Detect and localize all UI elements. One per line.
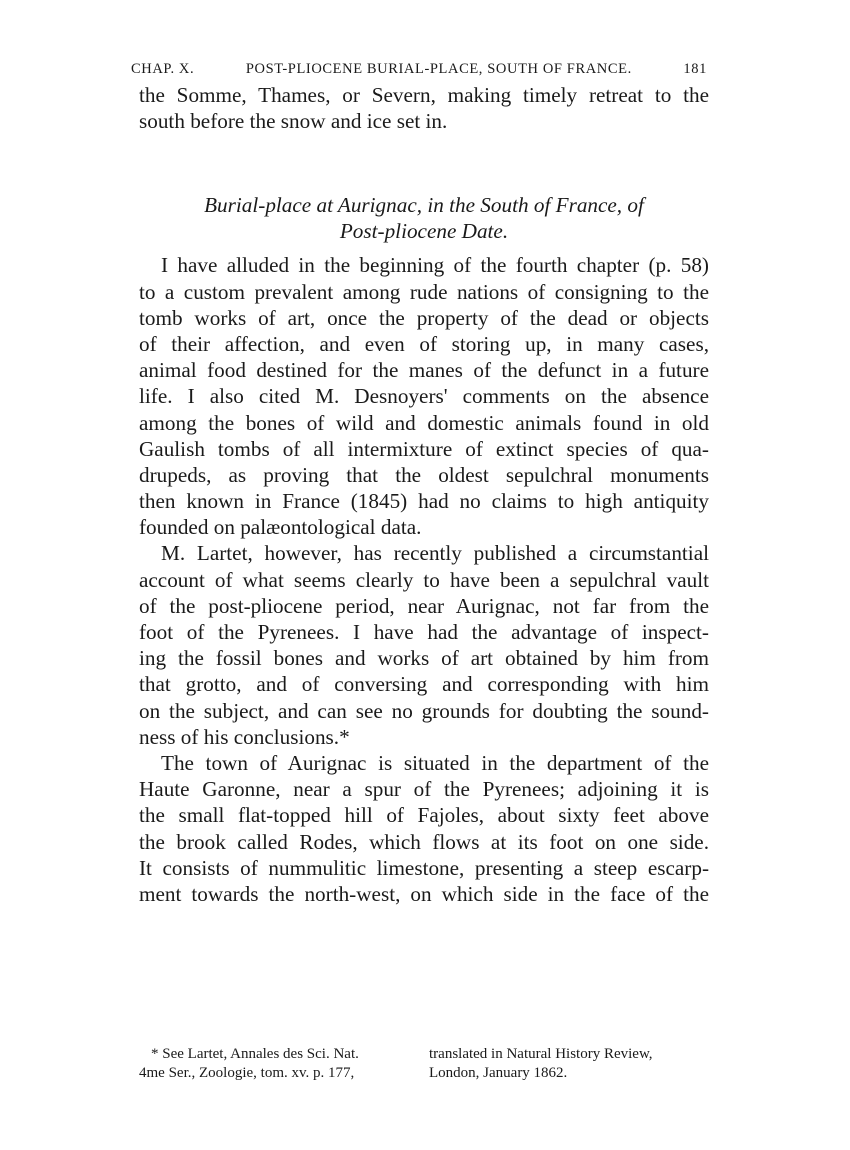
- footnote-left-column: [139, 1045, 419, 1083]
- text-line: ness of his conclusions.*: [139, 724, 350, 749]
- text-line: ing the fossil bones and works of art obtained by him from: [139, 646, 709, 671]
- paragraph-3: [139, 750, 709, 907]
- running-head: [131, 58, 707, 80]
- text-line: of their affection, and even of storing up, in many cases,: [139, 331, 709, 356]
- text-line: foot of the Pyrenees. I have had the advantage of inspect-: [139, 620, 709, 644]
- text-line: account of what seems clearly to have been a sepulchral vault: [139, 567, 709, 592]
- text-line: Gaulish tombs of all intermixture of extinct species of qua-: [139, 436, 709, 461]
- section-heading-line: Burial-place at Aurignac, in the South of France, of: [204, 193, 644, 218]
- text-line: life. I also cited M. Desnoyers' comments on the absence: [139, 384, 709, 409]
- section-heading: [139, 192, 709, 244]
- text-line: I have alluded in the beginning of the fourth chapter (p. 58): [161, 253, 709, 278]
- paragraph-2: [139, 540, 709, 750]
- text-line: the Somme, Thames, or Severn, making timely retreat to the: [139, 83, 709, 107]
- section-heading-line: Post-pliocene Date.: [339, 219, 509, 244]
- text-line: Haute Garonne, near a spur of the Pyrenees; adjoining it is: [139, 777, 709, 802]
- text-line: to a custom prevalent among rude nations of consigning to the: [139, 279, 709, 304]
- text-line: that grotto, and of conversing and corresponding with him: [139, 672, 709, 697]
- text-line: It consists of nummulitic limestone, presenting a steep escarp-: [139, 855, 709, 880]
- footnote-line: translated in Natural History Review,: [429, 1046, 653, 1062]
- paragraph-1: [139, 252, 709, 540]
- footnote-line: 4me Ser., Zoologie, tom. xv. p. 177,: [139, 1065, 355, 1081]
- footnote-right-column: [429, 1045, 709, 1083]
- text-line: among the bones of wild and domestic animals found in old: [139, 410, 709, 435]
- page-body: [131, 58, 709, 907]
- text-line: on the subject, and can see no grounds for doubting the sound-: [139, 698, 709, 723]
- text-line: tomb works of art, once the property of the dead or objects: [139, 305, 709, 330]
- chapter-label: CHAP. X.: [131, 61, 195, 77]
- running-title: POST-PLIOCENE BURIAL-PLACE, SOUTH OF FRANCE.: [245, 61, 632, 77]
- page-number: 181: [683, 61, 707, 77]
- text-line: founded on palæontological data.: [139, 515, 422, 540]
- text-line: ment towards the north-west, on which side in the face of the: [139, 881, 709, 906]
- intro-paragraph: [139, 82, 709, 134]
- text-line: M. Lartet, however, has recently published a circumstantial: [161, 541, 709, 566]
- text-line: then known in France (1845) had no claims to high antiquity: [139, 489, 709, 514]
- text-line: The town of Aurignac is situated in the department of the: [161, 750, 709, 775]
- text-line: the brook called Rodes, which flows at its foot on one side.: [139, 829, 709, 854]
- footnote: [139, 1045, 709, 1083]
- footnote-line: * See Lartet, Annales des Sci. Nat.: [151, 1046, 359, 1062]
- text-line: animal food destined for the manes of the defunct in a future: [139, 358, 709, 383]
- text-line: south before the snow and ice set in.: [139, 109, 448, 134]
- text-line: the small flat-topped hill of Fajoles, about sixty feet above: [139, 803, 709, 828]
- text-line: drupeds, as proving that the oldest sepulchral monuments: [139, 462, 709, 487]
- footnote-line: London, January 1862.: [429, 1065, 568, 1081]
- text-line: of the post-pliocene period, near Aurignac, not far from the: [139, 593, 709, 618]
